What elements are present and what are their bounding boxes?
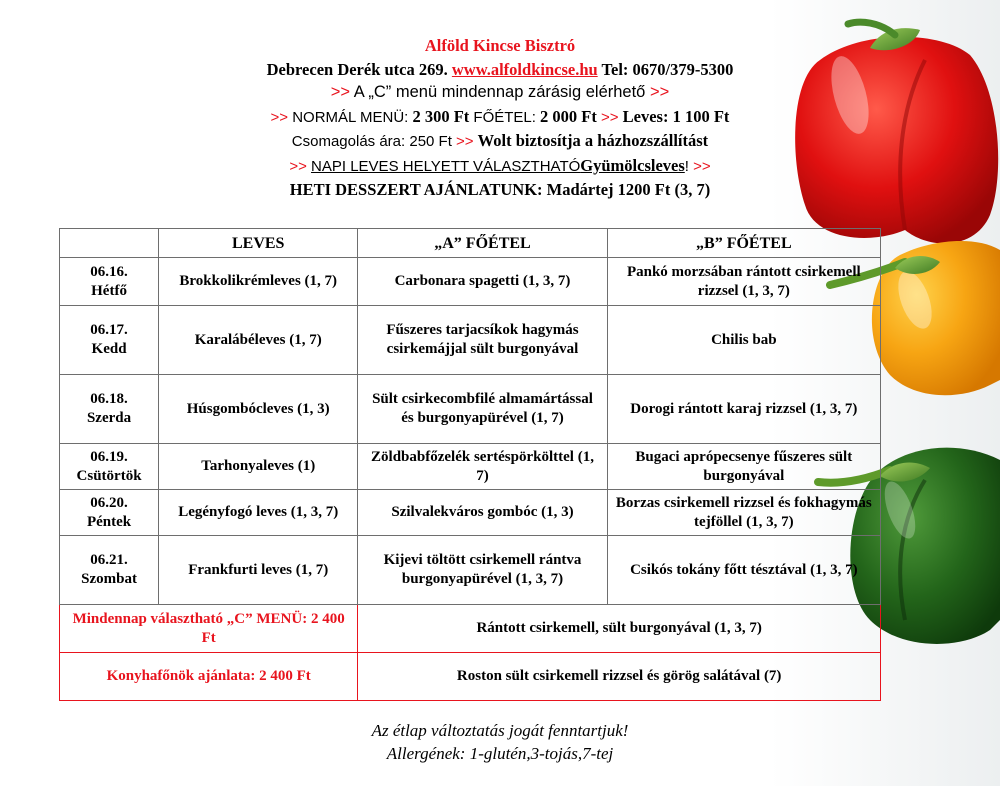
table-row [60, 490, 881, 536]
weekday: Kedd [91, 341, 127, 357]
main-b-cell: Csikós tokány főtt tésztával (1, 3, 7) [607, 536, 880, 605]
normal-menu-price: 2 300 Ft [412, 106, 470, 126]
restaurant-name: Alföld Kincse Bisztró [424, 36, 576, 55]
main-a-cell: Fűszeres tarjacsíkok hagymás csirkemájjal sült burgonyával [358, 306, 607, 375]
header-main-a: „A” FŐÉTEL [358, 229, 607, 258]
normal-menu-label: NORMÁL MENÜ: [292, 108, 409, 126]
special-row [60, 605, 881, 653]
day-cell [60, 444, 159, 490]
main-label: FŐÉTEL: [473, 108, 536, 126]
table-row [60, 306, 881, 375]
soup-alternative-text: NAPI LEVES HELYETT VÁLASZTHATÓ [311, 157, 581, 175]
main-a-cell: Carbonara spagetti (1, 3, 7) [358, 258, 607, 306]
soup-cell: Frankfurti leves (1, 7) [159, 536, 358, 605]
day-cell [60, 306, 159, 375]
packaging-price: Csomagolás ára: 250 Ft [291, 133, 452, 150]
arrow: >> [289, 157, 307, 175]
day-cell [60, 490, 159, 536]
weekday: Csütörtök [76, 467, 142, 484]
date: 06.20. [90, 494, 128, 511]
change-note: Az étlap változtatás jogát fenntartjuk! [371, 721, 629, 740]
header-soup: LEVES [159, 229, 358, 258]
soup-cell: Legényfogó leves (1, 3, 7) [159, 490, 358, 536]
main-a-cell: Kijevi töltött csirkemell rántva burgonyapürével (1, 3, 7) [358, 536, 607, 605]
allergen-legend: Allergének: 1-glutén,3-tojás,7-tej [386, 744, 614, 763]
wolt-delivery: Wolt biztosítja a házhozszállítást [477, 131, 709, 150]
chef-recommendation-label: Konyhafőnök ajánlata: 2 400 Ft [60, 653, 358, 701]
day-cell [60, 536, 159, 605]
packaging-line [120, 129, 880, 154]
phone: Tel: 0670/379-5300 [601, 59, 734, 79]
date: 06.19. [90, 448, 128, 465]
c-menu-label: Mindennap választható „C” MENÜ: 2 400 Ft [60, 605, 358, 653]
date: 06.21. [90, 552, 128, 568]
arrow: >> [330, 83, 351, 101]
c-menu-note: A „C” menü mindennap zárásig elérhető [353, 83, 646, 101]
soup-alternative-line [120, 154, 880, 179]
soup-cell: Húsgombócleves (1, 3) [159, 375, 358, 444]
arrow: >> [601, 108, 619, 126]
main-a-cell: Sült csirkecombfilé almamártással és burgonyapürével (1, 7) [358, 375, 607, 444]
c-menu-note-line [120, 81, 880, 105]
main-b-cell: Chilis bab [607, 306, 880, 375]
soup-alternative-item: Gyümölcsleves [580, 155, 685, 175]
table-row [60, 375, 881, 444]
c-menu-dish: Rántott csirkemell, sült burgonyával (1, 3, 7) [358, 605, 881, 653]
main-a-cell: Szilvalekváros gombóc (1, 3) [358, 490, 607, 536]
main-b-cell: Bugaci aprópecsenye fűszeres sült burgonyával [607, 444, 880, 490]
main-b-cell: Dorogi rántott karaj rizzsel (1, 3, 7) [607, 375, 880, 444]
soup-cell: Karalábéleves (1, 7) [159, 306, 358, 375]
menu-footer [0, 719, 1000, 765]
menu-header [120, 34, 880, 202]
main-price: 2 000 Ft [540, 106, 597, 126]
table-row [60, 536, 881, 605]
address: Debrecen Derék utca 269. [266, 59, 448, 79]
day-cell [60, 258, 159, 306]
arrow: >> [270, 108, 289, 126]
weekday: Szerda [86, 410, 132, 426]
day-cell [60, 375, 159, 444]
header-main-b: „B” FŐÉTEL [607, 229, 880, 258]
weekday: Péntek [86, 513, 132, 530]
main-b-cell: Pankó morzsában rántott csirkemell rizzsel (1, 3, 7) [607, 258, 880, 306]
arrow: >> [693, 157, 711, 175]
date: 06.17. [90, 322, 128, 338]
main-a-cell: Zöldbabfőzelék sertéspörkölttel (1, 7) [358, 444, 607, 490]
weekday: Szombat [81, 571, 137, 587]
arrow: >> [456, 133, 474, 150]
weekly-dessert: HETI DESSZERT AJÁNLATUNK: Madártej 1200 Ft (3, 7) [289, 180, 711, 199]
soup-cell: Tarhonyaleves (1) [159, 444, 358, 490]
contact-line [120, 58, 880, 82]
table-row [60, 444, 881, 490]
table-row [60, 258, 881, 306]
table-header-row [60, 229, 881, 258]
website-link[interactable]: www.alfoldkincse.hu [451, 59, 598, 79]
arrow: >> [649, 83, 670, 101]
special-row [60, 653, 881, 701]
date: 06.16. [90, 263, 128, 280]
weekly-menu-table [59, 228, 881, 701]
prices-line [120, 105, 880, 130]
chef-recommendation-dish: Roston sült csirkemell rizzsel és görög salátával (7) [358, 653, 881, 701]
date: 06.18. [90, 391, 128, 407]
soup-cell: Brokkolikrémleves (1, 7) [159, 258, 358, 306]
soup-price: Leves: 1 100 Ft [622, 106, 730, 126]
soup-alternative-excl: ! [684, 157, 689, 175]
main-b-cell: Borzas csirkemell rizzsel és fokhagymás tejföllel (1, 3, 7) [607, 490, 880, 536]
header-day [60, 229, 159, 258]
weekday: Hétfő [91, 282, 127, 299]
